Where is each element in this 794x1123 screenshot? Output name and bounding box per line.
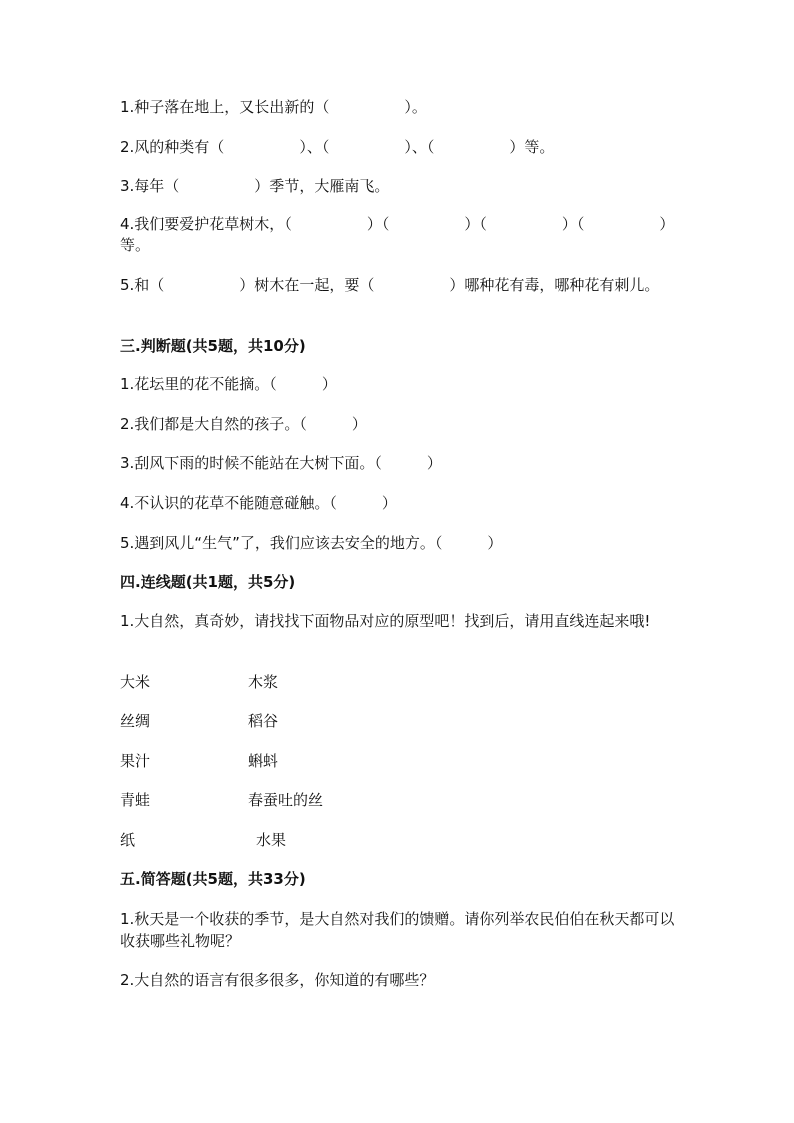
match-section-title: 四.连线题(共1题，共5分) xyxy=(120,573,296,591)
judge-item-4: 4.不认识的花草不能随意碰触。（ ） xyxy=(120,494,397,512)
fill-question-2: 2.风的种类有（ ）、（ ）、（ ）等。 xyxy=(120,138,555,156)
match-left-item: 青蛙 xyxy=(120,791,151,809)
judge-item-3: 3.刮风下雨的时候不能站在大树下面。（ ） xyxy=(120,454,442,472)
fill-question-3: 3.每年（ ）季节，大雁南飞。 xyxy=(120,177,390,195)
short-question-2: 2.大自然的语言有很多很多，你知道的有哪些？ xyxy=(120,971,435,989)
short-question-1: 1.秋天是一个收获的季节，是大自然对我们的馈赠。请你列举农民伯伯在秋天都可以收获哪些礼物呢？ xyxy=(120,910,675,950)
match-left-item: 丝绸 xyxy=(120,712,151,730)
match-left-item: 纸 xyxy=(120,831,136,849)
match-left-item: 大米 xyxy=(120,673,151,691)
match-right-item: 木浆 xyxy=(248,673,279,691)
fill-question-1: 1.种子落在地上，又长出新的（ ）。 xyxy=(120,98,427,116)
judge-section-title: 三.判断题(共5题，共10分) xyxy=(120,337,306,355)
match-left-item: 果汁 xyxy=(120,752,151,770)
judge-item-5: 5.遇到风儿“生气”了，我们应该去安全的地方。（ ） xyxy=(120,534,503,552)
judge-item-2: 2.我们都是大自然的孩子。（ ） xyxy=(120,415,367,433)
match-right-item: 蝌蚪 xyxy=(248,752,279,770)
short-section-title: 五.简答题(共5题，共33分) xyxy=(120,870,306,888)
match-right-item: 稻谷 xyxy=(248,712,279,730)
fill-question-4: 4.我们要爱护花草树木，（ ）（ ）（ ）（ ）等。 xyxy=(120,215,675,254)
fill-question-5: 5.和（ ）树木在一起，要（ ）哪种花有毒，哪种花有刺儿。 xyxy=(120,276,660,294)
match-right-item: 春蚕吐的丝 xyxy=(248,791,324,809)
match-right-item: 水果 xyxy=(256,831,287,849)
judge-item-1: 1.花坛里的花不能摘。（ ） xyxy=(120,375,337,393)
match-question: 1.大自然，真奇妙，请找找下面物品对应的原型吧！找到后，请用直线连起来哦! xyxy=(120,612,651,630)
